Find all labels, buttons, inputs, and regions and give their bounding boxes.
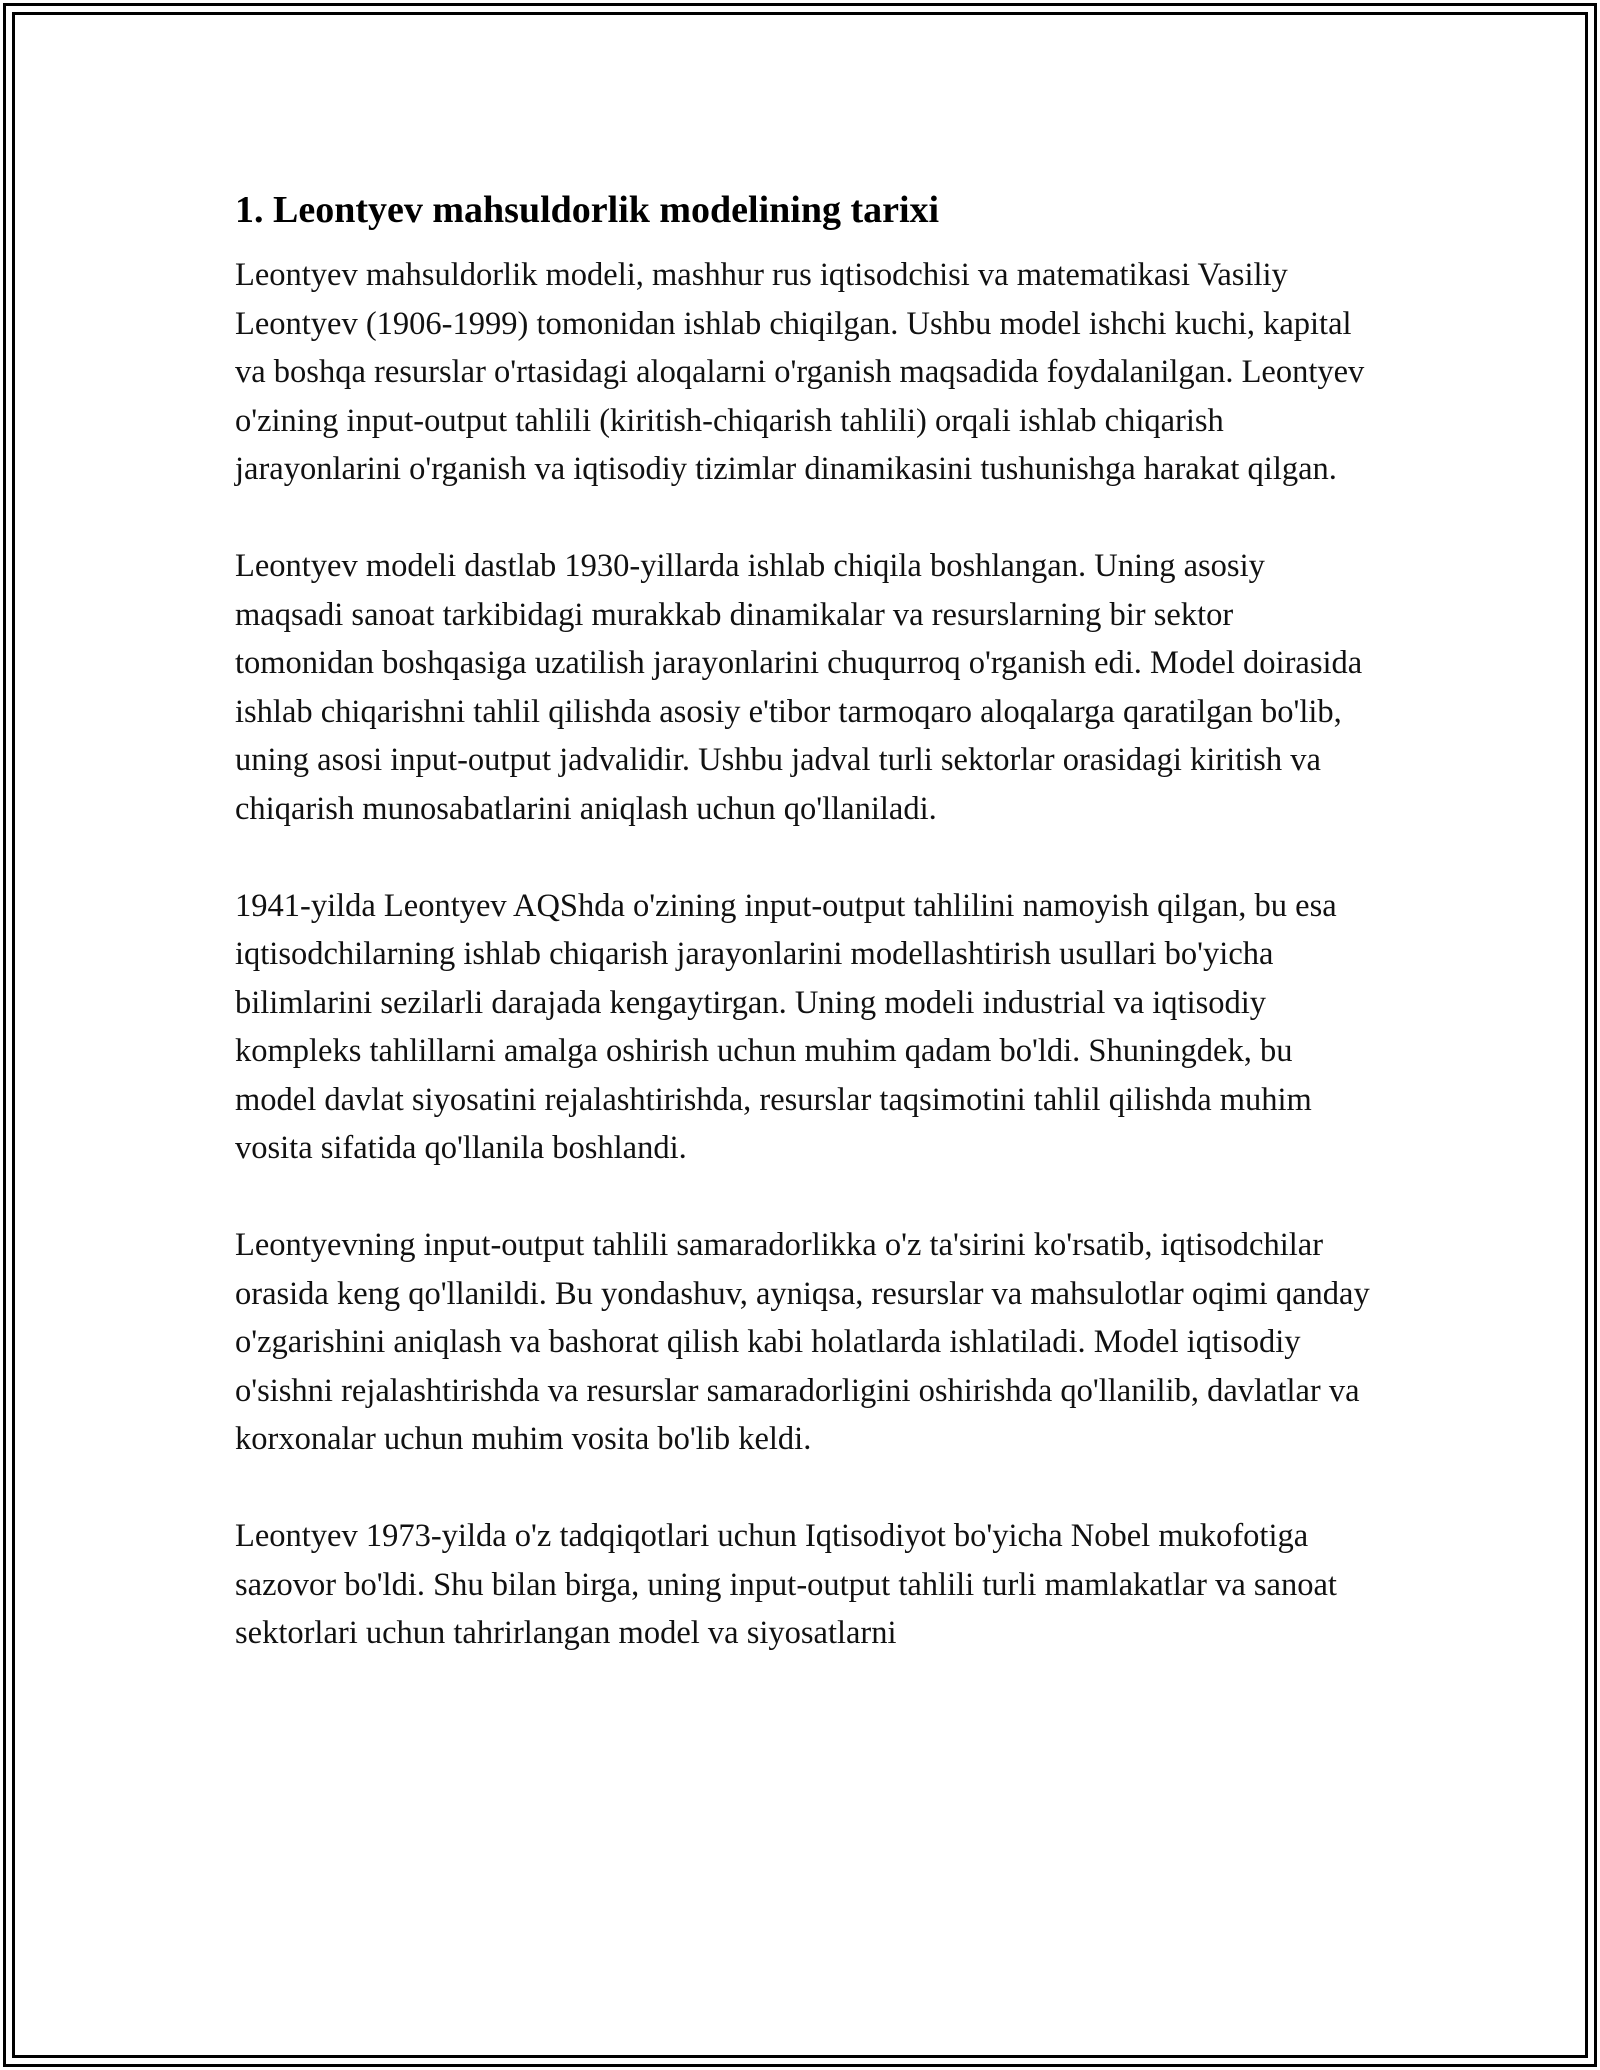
paragraph-2: Leontyev modeli dastlab 1930-yillarda ishlab chiqila boshlangan. Uning asosiy maqsadi sanoat tarkibidagi murakkab dinamikalar va resurslarning bir sektor tomonidan boshqasiga uzatilish jarayonlarini chuqurroq o'rganish edi. Model doirasida ishlab chiqarishni tahlil qilishda asosiy e'tibor tarmoqaro aloqalarga qaratilgan bo'lib, uning asosi input-output jadvalidir. Ushbu jadval turli sektorlar orasidagi kiritish va chiqarish munosabatlarini aniqlash uchun qo'llaniladi. <box>235 548 1363 827</box>
document-body <box>235 186 1375 1706</box>
paragraph-4: Leontyevning input-output tahlili samaradorlikka o'z ta'sirini ko'rsatib, iqtisodchilar orasida keng qo'llanildi. Bu yondashuv, ayniqsa, resurslar va mahsulotlar oqimi qanday o'zgarishini aniqlash va bashorat qilish kabi holatlarda ishlatiladi. Model iqtisodiy o'sishni rejalashtirishda va resurslar samaradorligini oshirishda qo'llanilib, davlatlar va korxonalar uchun muhim vosita bo'lib keldi. <box>235 1227 1370 1457</box>
section-title: 1. Leontyev mahsuldorlik modelining tarixi <box>235 189 940 231</box>
paragraph-5: Leontyev 1973-yilda o'z tadqiqotlari uchun Iqtisodiyot bo'yicha Nobel mukofotiga sazovor bo'ldi. Shu bilan birga, uning input-output tahlili turli mamlakatlar va sanoat sektorlari uchun tahrirlangan model va siyosatlarni <box>235 1518 1337 1651</box>
paragraph-3: 1941-yilda Leontyev AQShda o'zining input-output tahlilini namoyish qilgan, bu esa iqtisodchilarning ishlab chiqarish jarayonlarini modellashtirish usullari bo'yicha bilimlarini sezilarli darajada kengaytirgan. Uning modeli industrial va iqtisodiy kompleks tahlillarni amalga oshirish uchun muhim qadam bo'ldi. Shuningdek, bu model davlat siyosatini rejalashtirishda, resurslar taqsimotini tahlil qilishda muhim vosita sifatida qo'llanila boshlandi. <box>235 887 1337 1166</box>
paragraph-1: Leontyev mahsuldorlik modeli, mashhur rus iqtisodchisi va matematikasi Vasiliy Leontyev (1906-1999) tomonidan ishlab chiqilgan. Ushbu model ishchi kuchi, kapital va boshqa resurslar o'rtasidagi aloqalarni o'rganish maqsadida foydalanilgan. Leontyev o'zining input-output tahlili (kiritish-chiqarish tahlili) orqali ishlab chiqarish jarayonlarini o'rganish va iqtisodiy tizimlar dinamikasini tushunishga harakat qilgan. <box>235 257 1365 487</box>
